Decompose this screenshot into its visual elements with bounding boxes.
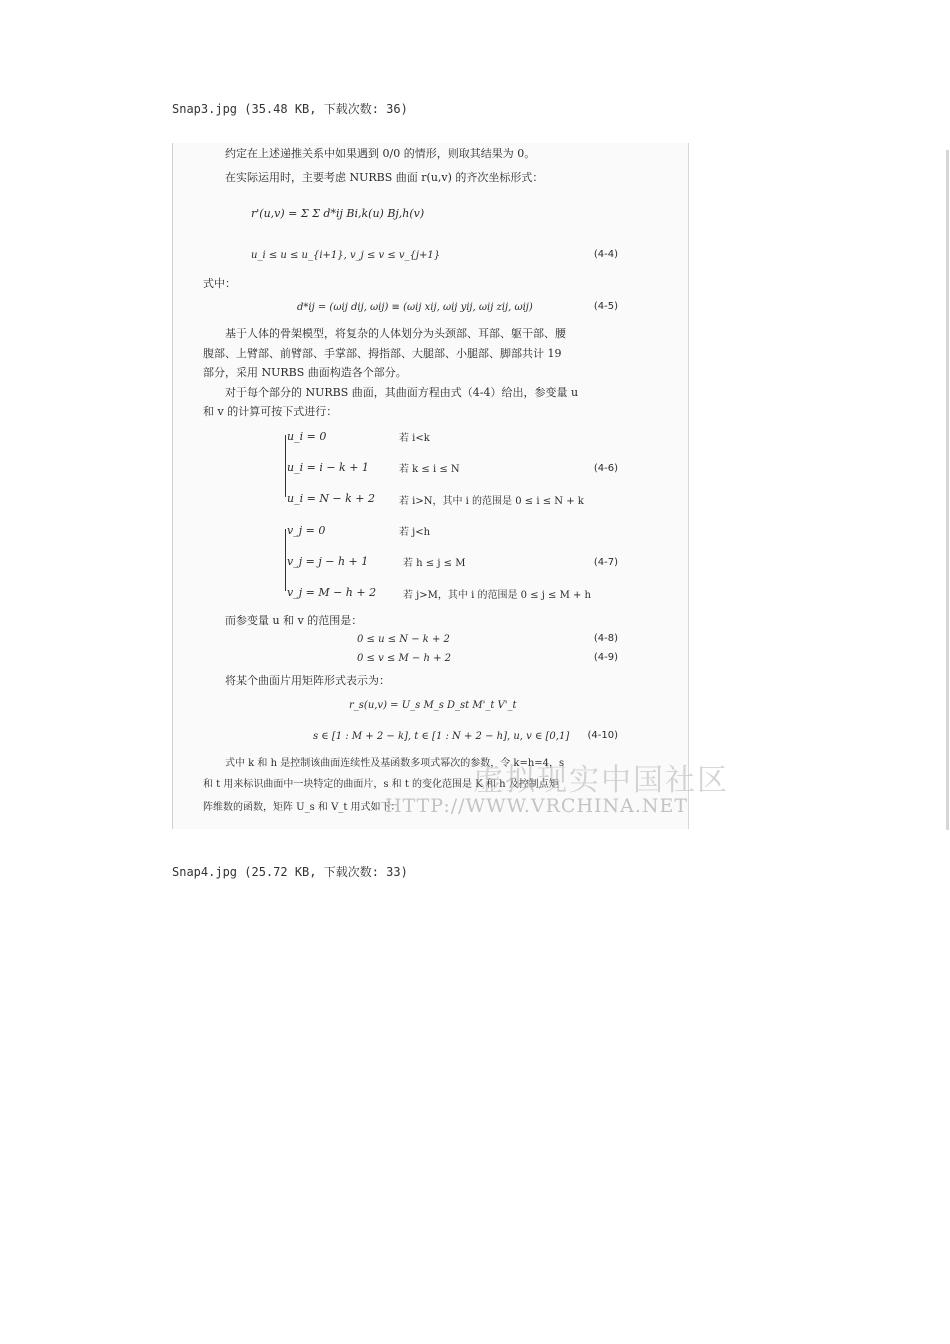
scanned-page-image	[172, 143, 729, 829]
formula: u_i ≤ u ≤ u_{i+1}, v_j ≤ v ≤ v_{j+1}	[251, 250, 441, 261]
text-line: 腹部、上臂部、前臂部、手掌部、拇指部、大腿部、小腿部、脚部共计 19	[203, 347, 562, 360]
formula: 0 ≤ v ≤ M − h + 2	[357, 653, 451, 664]
text-line: 而参变量 u 和 v 的范围是：	[225, 614, 363, 627]
image-caption-snap3: Snap3.jpg (35.48 KB, 下载次数: 36)	[172, 102, 408, 116]
condition: 若 j>M，其中 i 的范围是 0 ≤ j ≤ M + h	[403, 590, 591, 601]
formula: r'(u,v) = Σ Σ d*ij Bi,k(u) Bj,h(v)	[251, 207, 425, 220]
formula: 0 ≤ u ≤ N − k + 2	[357, 634, 450, 645]
page-edge-artifact	[946, 150, 949, 830]
text-line: 阵维数的函数，矩阵 U_s 和 V_t 用式如下：	[203, 802, 401, 813]
text-line: 和 v 的计算可按下式进行：	[203, 405, 338, 418]
equation-number: (4-7)	[593, 557, 618, 568]
equation-number: (4-4)	[593, 249, 618, 260]
equation-number: (4-5)	[593, 301, 618, 312]
formula: d*ij = (ωij dij, ωij) ≡ (ωij xij, ωij yij, ωij zij, ωij)	[297, 302, 533, 313]
text-line: 式中 k 和 h 是控制该曲面连续性及基函数多项式幂次的参数，令 k=h=4，s	[225, 758, 565, 769]
condition: 若 k ≤ i ≤ N	[399, 464, 460, 475]
formula: u_i = i − k + 1	[287, 461, 369, 474]
formula: u_i = 0	[287, 430, 327, 443]
text-line: 式中：	[203, 277, 236, 290]
condition: 若 i>N，其中 i 的范围是 0 ≤ i ≤ N + k	[399, 496, 584, 507]
text-line: 基于人体的骨架模型，将复杂的人体划分为头颈部、耳部、躯干部、腰	[225, 327, 566, 340]
formula: s ∈ [1 : M + 2 − k], t ∈ [1 : N + 2 − h], u, v ∈ [0,1]	[313, 731, 570, 742]
equation-number: (4-6)	[593, 463, 618, 474]
brace-v	[285, 529, 286, 591]
text-line: 对于每个部分的 NURBS 曲面，其曲面方程由式（4-4）给出，参变量 u	[225, 386, 579, 399]
text-line: 部分，采用 NURBS 曲面构造各个部分。	[203, 366, 407, 379]
text-line: 约定在上述递推关系中如果遇到 0/0 的情形，则取其结果为 0。	[225, 147, 536, 160]
condition: 若 i<k	[399, 433, 430, 444]
text-line: 在实际运用时，主要考虑 NURBS 曲面 r(u,v) 的齐次坐标形式：	[225, 171, 544, 184]
formula: v_j = M − h + 2	[287, 586, 377, 599]
watermark-url: HTTP://WWW.VRCHINA.NET	[385, 795, 689, 817]
formula: u_i = N − k + 2	[287, 492, 376, 505]
watermark-text: 虚拟现实中国社区	[473, 763, 729, 798]
condition: 若 j<h	[399, 527, 431, 538]
condition: 若 h ≤ j ≤ M	[403, 558, 466, 569]
formula: v_j = 0	[287, 524, 326, 537]
brace-u	[285, 435, 286, 497]
equation-number: (4-9)	[593, 652, 618, 663]
image-caption-snap4: Snap4.jpg (25.72 KB, 下载次数: 33)	[172, 865, 408, 879]
formula: r_s(u,v) = U_s M_s D_st M'_t V'_t	[349, 700, 517, 711]
formula: v_j = j − h + 1	[287, 555, 369, 568]
text-line: 和 t 用来标识曲面中一块特定的曲面片，s 和 t 的变化范围是 K 和 h 及控制点矩	[203, 779, 559, 790]
equation-number: (4-10)	[587, 730, 618, 741]
equation-number: (4-8)	[593, 633, 618, 644]
text-line: 将某个曲面片用矩阵形式表示为：	[225, 674, 390, 687]
